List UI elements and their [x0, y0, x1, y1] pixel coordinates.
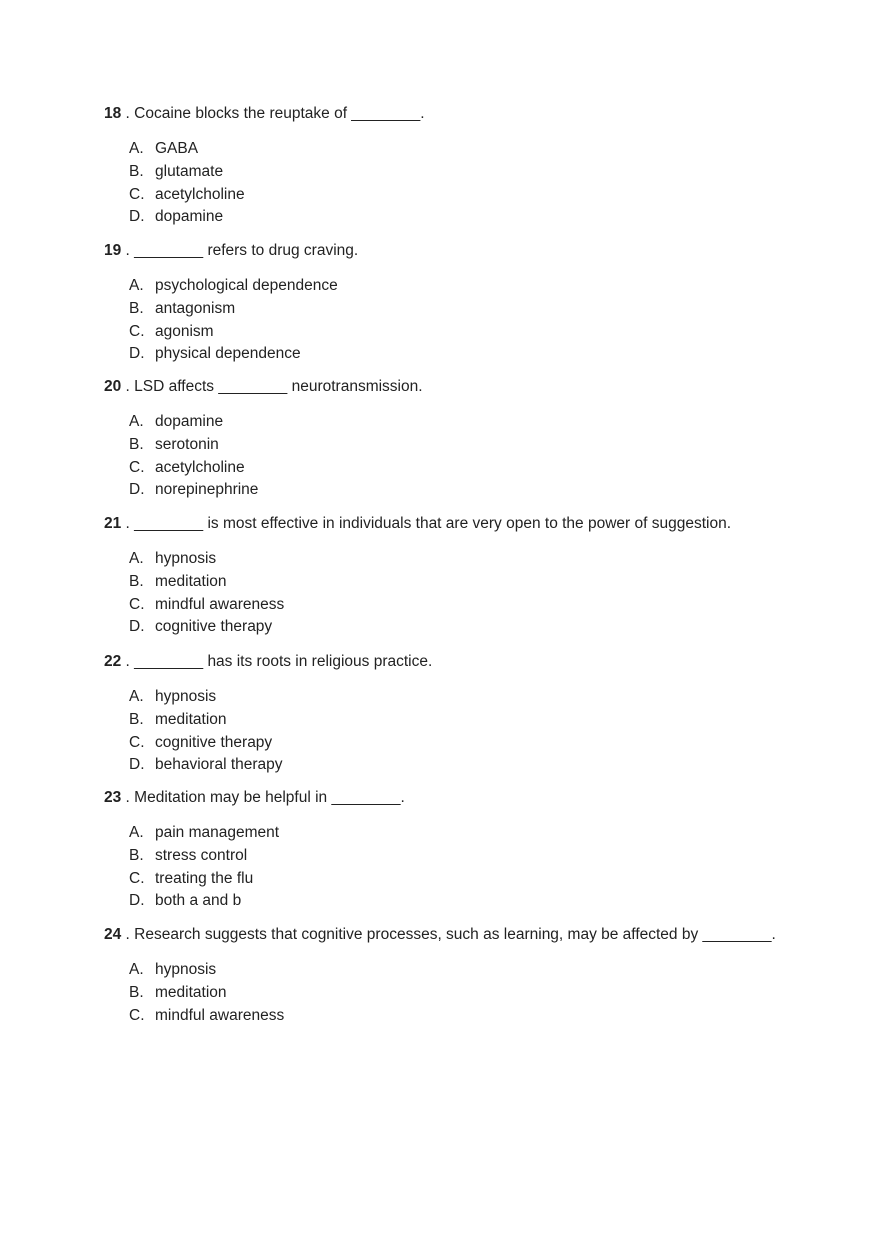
option-text: meditation: [155, 572, 227, 590]
option-text: psychological dependence: [155, 277, 338, 294]
option-text: acetylcholine: [155, 458, 245, 476]
option-text: cognitive therapy: [155, 618, 273, 636]
question-separator: .: [121, 515, 135, 532]
question-number: 22: [104, 653, 122, 670]
question-stem: ________ is most effective in individuals that are very open to the power of suggestion.: [134, 515, 732, 532]
question-separator: .: [121, 789, 135, 806]
option-letter: D.: [129, 481, 145, 499]
question-stem-line: [104, 652, 432, 672]
question-21: [104, 514, 844, 650]
question-23: [104, 788, 844, 924]
option-text: GABA: [155, 140, 199, 157]
question-stem: Cocaine blocks the reuptake of ________.: [134, 105, 425, 122]
option-letter: B.: [129, 162, 144, 180]
option-letter: C.: [129, 869, 145, 887]
question-18: [104, 104, 844, 240]
question-stem-line: [104, 377, 423, 397]
option-text: stress control: [155, 846, 248, 864]
option-letter: C.: [129, 458, 145, 476]
option-text: norepinephrine: [155, 481, 259, 499]
option-letter: B.: [129, 710, 144, 728]
option-text: hypnosis: [155, 550, 217, 567]
question-stem: ________ refers to drug craving.: [134, 242, 359, 259]
option-letter: C.: [129, 595, 145, 613]
option-letter: C.: [129, 185, 145, 203]
option-text: mindful awareness: [155, 1006, 285, 1024]
option-text: meditation: [155, 983, 227, 1001]
question-separator: .: [121, 378, 135, 395]
option-letter: B.: [129, 983, 144, 1001]
option-letter: D.: [129, 208, 145, 226]
option-text: dopamine: [155, 413, 224, 430]
option-text: hypnosis: [155, 961, 217, 978]
question-number: 19: [104, 242, 122, 259]
option-text: serotonin: [155, 435, 219, 453]
question-separator: .: [121, 242, 135, 259]
question-stem: Research suggests that cognitive processes, such as learning, may be affected by ________.: [134, 926, 776, 943]
option-letter: B.: [129, 572, 144, 590]
question-stem-line: [104, 788, 405, 808]
option-text: mindful awareness: [155, 595, 285, 613]
option-letter: B.: [129, 299, 144, 317]
option-letter: B.: [129, 435, 144, 453]
question-number: 21: [104, 515, 122, 532]
question-number: 20: [104, 378, 122, 395]
option-letter: A.: [129, 824, 144, 841]
question-24: [104, 925, 844, 1061]
option-letter: D.: [129, 345, 145, 363]
option-letter: D.: [129, 892, 145, 910]
option-letter: C.: [129, 1006, 145, 1024]
option-letter: A.: [129, 140, 144, 157]
option-text: hypnosis: [155, 688, 217, 705]
question-separator: .: [121, 653, 135, 670]
option-text: glutamate: [155, 162, 224, 180]
question-stem: LSD affects ________ neurotransmission.: [134, 378, 423, 395]
option-text: behavioral therapy: [155, 756, 283, 774]
option-text: physical dependence: [155, 345, 301, 363]
option-letter: A.: [129, 961, 144, 978]
question-stem: Meditation may be helpful in ________.: [134, 789, 405, 806]
question-separator: .: [121, 105, 135, 122]
question-stem-line: [104, 104, 425, 124]
option-text: cognitive therapy: [155, 733, 273, 751]
question-stem: ________ has its roots in religious practice.: [134, 653, 433, 670]
option-text: both a and b: [155, 892, 242, 910]
question-number: 23: [104, 789, 122, 806]
option-text: antagonism: [155, 299, 236, 317]
question-stem-line: [104, 925, 776, 945]
option-letter: D.: [129, 618, 145, 636]
question-stem-line: [104, 514, 731, 534]
option-letter: A.: [129, 688, 144, 705]
option-letter: A.: [129, 277, 144, 294]
option-letter: B.: [129, 846, 144, 864]
question-stem-line: [104, 241, 358, 261]
option-letter: C.: [129, 322, 145, 340]
option-text: meditation: [155, 710, 227, 728]
option-text: treating the flu: [155, 869, 254, 887]
option-letter: C.: [129, 733, 145, 751]
question-number: 18: [104, 105, 122, 122]
question-22: [104, 652, 844, 788]
question-19: [104, 241, 844, 377]
option-letter: A.: [129, 413, 144, 430]
option-text: pain management: [155, 824, 280, 841]
option-letter: D.: [129, 756, 145, 774]
question-number: 24: [104, 926, 122, 943]
option-letter: A.: [129, 550, 144, 567]
question-separator: .: [121, 926, 135, 943]
option-text: dopamine: [155, 208, 224, 226]
option-text: acetylcholine: [155, 185, 245, 203]
question-20: [104, 377, 844, 513]
option-text: agonism: [155, 322, 214, 340]
